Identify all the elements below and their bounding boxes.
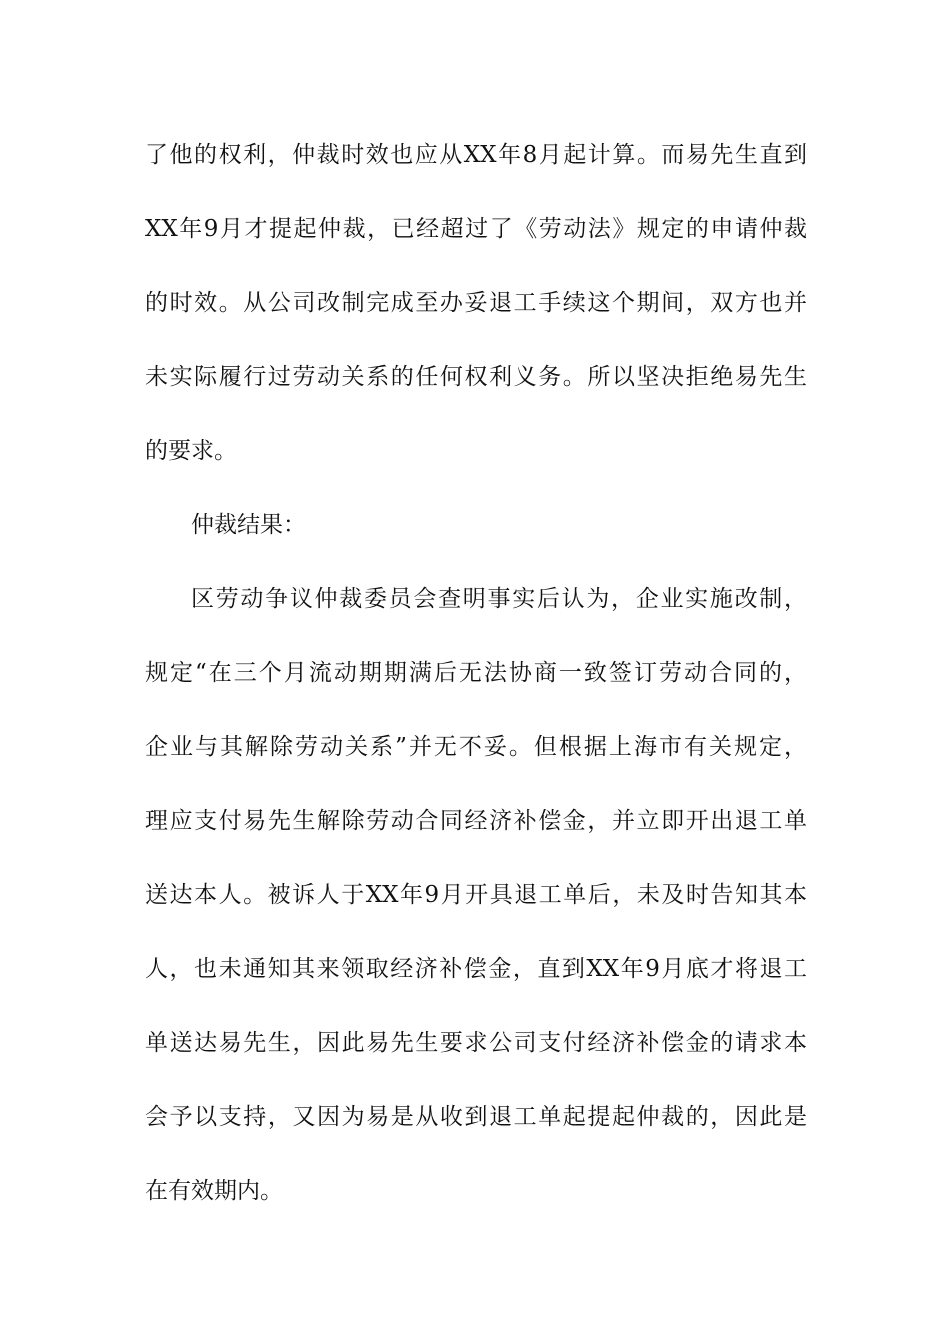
text-line: 规定“在三个月流动期期满后无法协商一致签订劳动合同的，: [145, 660, 807, 686]
paragraph-result-body: [145, 562, 807, 1228]
text-line: 区劳动争议仲裁委员会查明事实后认为，企业实施改制，: [191, 586, 807, 612]
paragraph-result-heading: [145, 488, 807, 562]
text-line: 单送达易先生，因此易先生要求公司支付经济补偿金的请求本: [145, 1030, 807, 1056]
text-line: 在有效期内。: [145, 1178, 283, 1204]
text-line: 会予以支持，又因为易是从收到退工单起提起仲裁的，因此是: [145, 1104, 807, 1130]
text-line: 了他的权利，仲裁时效也应从XX年8月起计算。而易先生直到: [145, 142, 807, 168]
text-line: 企业与其解除劳动关系”并无不妥。但根据上海市有关规定，: [145, 734, 807, 760]
paragraph-defense-tail: [145, 118, 807, 488]
text-line: 送达本人。被诉人于XX年9月开具退工单后，未及时告知其本: [145, 882, 807, 908]
text-line: 的要求。: [145, 438, 237, 464]
text-line: 的时效。从公司改制完成至办妥退工手续这个期间，双方也并: [145, 290, 807, 316]
text-line: XX年9月才提起仲裁，已经超过了《劳动法》规定的申请仲裁: [145, 216, 807, 242]
text-line: 人，也未通知其来领取经济补偿金，直到XX年9月底才将退工: [145, 956, 807, 982]
text-line: 理应支付易先生解除劳动合同经济补偿金，并立即开出退工单: [145, 808, 807, 834]
text-line: 未实际履行过劳动关系的任何权利义务。所以坚决拒绝易先生: [145, 364, 807, 390]
document-body: [145, 118, 807, 1228]
section-heading: 仲裁结果：: [191, 512, 306, 538]
